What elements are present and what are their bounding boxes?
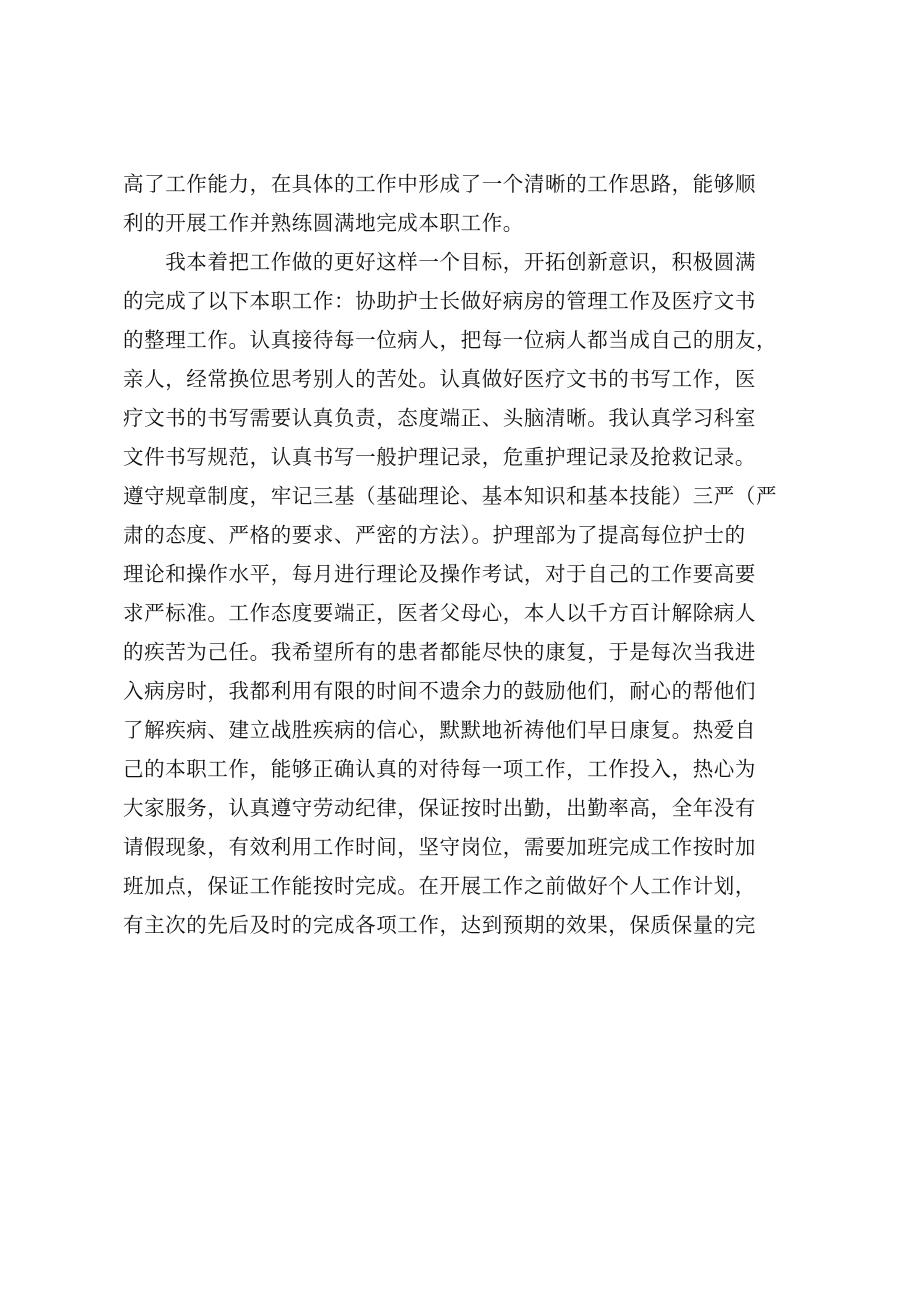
text-line: 请假现象，有效利用工作时间，坚守岗位，需要加班完成工作按时加 bbox=[123, 835, 756, 859]
text-line: 遵守规章制度，牢记三基（基础理论、基本知识和基本技能）三严（严 bbox=[123, 484, 778, 508]
text-line: 大家服务，认真遵守劳动纪律，保证按时出勤，出勤率高，全年没有 bbox=[123, 796, 756, 820]
text-line: 肃的态度、严格的要求、严密的方法）。护理部为了提高每位护士的 bbox=[123, 523, 746, 547]
text-line: 入病房时，我都利用有限的时间不遗余力的鼓励他们，耐心的帮他们 bbox=[123, 679, 756, 703]
text-line: 我本着把工作做的更好这样一个目标，开拓创新意识，积极圆满 bbox=[123, 250, 756, 274]
text-line: 文件书写规范，认真书写一般护理记录，危重护理记录及抢救记录。 bbox=[123, 445, 756, 469]
text-line: 理论和操作水平，每月进行理论及操作考试，对于自己的工作要高要 bbox=[123, 562, 756, 586]
text-line: 有主次的先后及时的完成各项工作，达到预期的效果，保质保量的完 bbox=[123, 913, 756, 937]
text-line: 亲人，经常换位思考别人的苦处。认真做好医疗文书的书写工作，医 bbox=[123, 367, 756, 391]
text-line: 求严标准。工作态度要端正，医者父母心，本人以千方百计解除病人 bbox=[123, 601, 756, 625]
text-line: 的疾苦为己任。我希望所有的患者都能尽快的康复，于是每次当我进 bbox=[123, 640, 756, 664]
text-line: 班加点，保证工作能按时完成。在开展工作之前做好个人工作计划， bbox=[123, 874, 756, 898]
text-line: 己的本职工作，能够正确认真的对待每一项工作，工作投入，热心为 bbox=[123, 757, 756, 781]
text-line: 利的开展工作并熟练圆满地完成本职工作。 bbox=[123, 211, 524, 235]
text-line: 了解疾病、建立战胜疾病的信心，默默地祈祷他们早日康复。热爱自 bbox=[123, 718, 756, 742]
text-line: 的完成了以下本职工作：协助护士长做好病房的管理工作及医疗文书 bbox=[123, 289, 756, 313]
text-line: 疗文书的书写需要认真负责，态度端正、头脑清晰。我认真学习科室 bbox=[123, 406, 756, 430]
text-line: 的整理工作。认真接待每一位病人，把每一位病人都当成自己的朋友， bbox=[123, 328, 778, 352]
text-line: 高了工作能力，在具体的工作中形成了一个清晰的工作思路，能够顺 bbox=[123, 172, 756, 196]
body-text bbox=[123, 165, 828, 945]
